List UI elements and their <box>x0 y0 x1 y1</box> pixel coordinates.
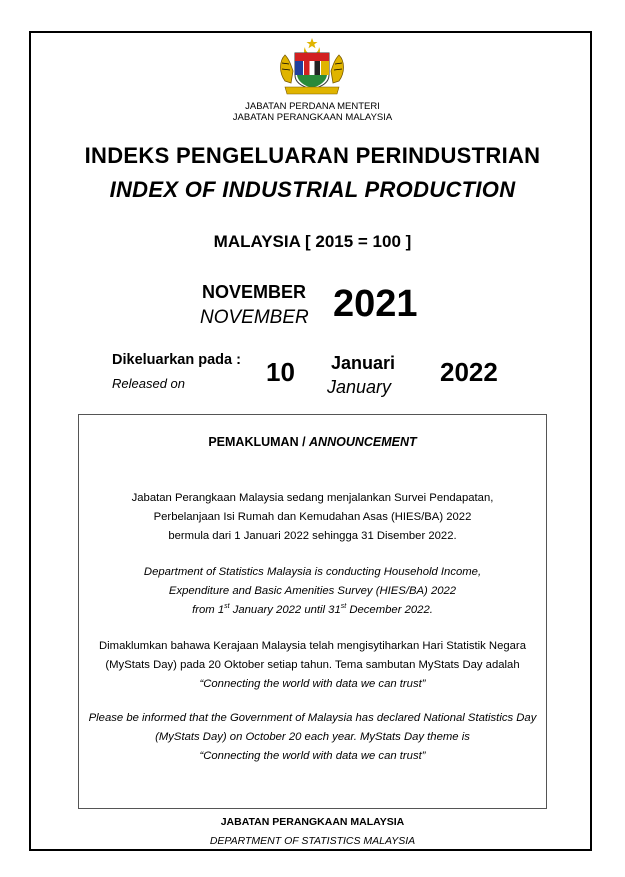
footer-department-malay: JABATAN PERANGKAAN MALAYSIA <box>220 816 405 828</box>
base-year: MALAYSIA [ 2015 = 100 ] <box>213 232 412 251</box>
paragraph-line: Jabatan Perangkaan Malaysia sedang menjalankan Survei Pendapatan, <box>131 492 494 504</box>
release-year: 2022 <box>440 357 498 387</box>
announcement-paragraph-malay-survey <box>79 489 546 546</box>
reference-year: 2021 <box>333 283 418 325</box>
announcement-paragraph-malay-mystats <box>79 637 546 694</box>
paragraph-line: (MyStats Day) on October 20 each year. MyStats Day theme is <box>155 731 470 743</box>
reference-month-english: NOVEMBER <box>200 307 309 328</box>
release-month-malay: Januari <box>331 353 396 373</box>
announcement-title-separator: / <box>298 435 310 449</box>
department-name: JABATAN PERANGKAAN MALAYSIA <box>232 112 393 123</box>
paragraph-line: Department of Statistics Malaysia is conducting Household Income, <box>143 566 482 578</box>
text-fragment: from 1 <box>192 604 225 616</box>
paragraph-line: Perbelanjaan Isi Rumah dan Kemudahan Asas (HIES/BA) 2022 <box>153 511 472 523</box>
release-label-malay: Dikeluarkan pada : <box>112 352 241 368</box>
announcement-title <box>79 435 546 449</box>
paragraph-line: Please be informed that the Government of Malaysia has declared National Statistics Day <box>88 712 537 724</box>
malaysia-coat-of-arms-icon <box>271 37 353 97</box>
release-month-english: January <box>327 377 392 397</box>
paragraph-line: “Connecting the world with data we can trust” <box>199 678 426 690</box>
paragraph-line: (MyStats Day) pada 20 Oktober setiap tahun. Tema sambutan MyStats Day adalah <box>105 659 520 671</box>
release-day: 10 <box>266 357 295 387</box>
paragraph-line: “Connecting the world with data we can trust” <box>199 750 426 762</box>
announcement-paragraph-english-survey <box>79 563 546 620</box>
title-malay: INDEKS PENGELUARAN PERINDUSTRIAN <box>84 143 541 168</box>
paragraph-line: bermula dari 1 Januari 2022 sehingga 31 Disember 2022. <box>168 530 457 542</box>
release-label-english: Released on <box>112 376 185 391</box>
text-fragment: December 2022. <box>346 604 433 616</box>
paragraph-line <box>79 601 546 620</box>
reference-month-malay: NOVEMBER <box>202 282 307 302</box>
superscript: st <box>340 603 347 611</box>
announcement-title-malay: PEMAKLUMAN <box>208 435 299 449</box>
announcement-box <box>78 414 547 809</box>
superscript: st <box>224 603 230 611</box>
paragraph-line: Dimaklumkan bahawa Kerajaan Malaysia telah mengisytiharkan Hari Statistik Negara <box>99 640 526 652</box>
announcement-title-english: ANNOUNCEMENT <box>309 435 417 449</box>
ministry-name: JABATAN PERDANA MENTERI <box>245 101 380 112</box>
announcement-paragraph-english-mystats <box>79 709 546 766</box>
paragraph-line: Expenditure and Basic Amenities Survey (HIES/BA) 2022 <box>168 585 457 597</box>
footer-department-english: DEPARTMENT OF STATISTICS MALAYSIA <box>209 835 416 847</box>
title-english: INDEX OF INDUSTRIAL PRODUCTION <box>109 177 516 202</box>
text-fragment: January 2022 until 31 <box>229 604 341 616</box>
